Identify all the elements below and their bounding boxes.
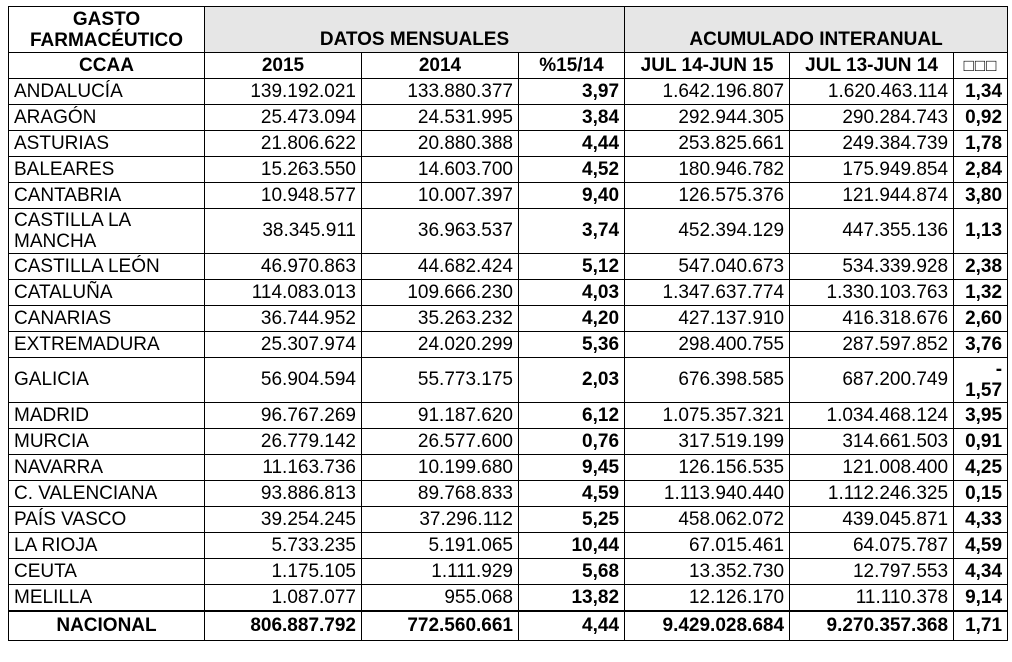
ccaa-cell: ASTURIAS — [9, 131, 205, 157]
acum-2014-cell: 1.112.246.325 — [790, 481, 954, 507]
acum-2015-cell: 1.075.357.321 — [625, 403, 790, 429]
value-2015-cell: 139.192.021 — [205, 79, 362, 105]
acum-2015-cell: 126.575.376 — [625, 183, 790, 209]
header-row-1 — [9, 7, 1008, 53]
pct-acum-cell: 4,33 — [954, 507, 1008, 533]
table-row — [9, 105, 1008, 131]
value-2015-cell: 26.779.142 — [205, 429, 362, 455]
acum-2015-cell: 317.519.199 — [625, 429, 790, 455]
acum-2015-cell: 12.126.170 — [625, 585, 790, 612]
acum-2015-cell: 458.062.072 — [625, 507, 790, 533]
value-2014-cell: 24.531.995 — [362, 105, 519, 131]
pct-cell: 4,20 — [519, 306, 625, 332]
total-pct-acum-cell: 1,71 — [954, 611, 1008, 641]
acum-2015-cell: 298.400.755 — [625, 332, 790, 358]
value-2015-cell: 39.254.245 — [205, 507, 362, 533]
pct-acum-sign: - — [995, 359, 1003, 380]
pct-cell: 5,12 — [519, 254, 625, 280]
pct-cell: 9,40 — [519, 183, 625, 209]
value-2015-cell: 10.948.577 — [205, 183, 362, 209]
acum-2014-cell: 175.949.854 — [790, 157, 954, 183]
pct-acum-cell: 4,59 — [954, 533, 1008, 559]
value-2015-cell: 11.163.736 — [205, 455, 362, 481]
pct-cell: 3,84 — [519, 105, 625, 131]
ccaa-line1: CASTILLA LA — [14, 210, 132, 231]
acum-2014-cell: 64.075.787 — [790, 533, 954, 559]
pct-cell: 10,44 — [519, 533, 625, 559]
acum-2014-cell: 12.797.553 — [790, 559, 954, 585]
value-2014-cell: 20.880.388 — [362, 131, 519, 157]
acum-2014-cell: 121.008.400 — [790, 455, 954, 481]
pct-acum-cell: 1,13 — [954, 209, 1008, 254]
col-pct-header: %15/14 — [519, 53, 625, 79]
table-row — [9, 183, 1008, 209]
pct-acum-cell: 2,38 — [954, 254, 1008, 280]
acum-2015-cell: 253.825.661 — [625, 131, 790, 157]
pct-cell: 2,03 — [519, 358, 625, 403]
ccaa-cell: EXTREMADURA — [9, 332, 205, 358]
pct-acum-cell: 1,32 — [954, 280, 1008, 306]
pct-cell: 13,82 — [519, 585, 625, 612]
value-2015-cell: 114.083.013 — [205, 280, 362, 306]
acum-2015-cell: 67.015.461 — [625, 533, 790, 559]
value-2014-cell: 109.666.230 — [362, 280, 519, 306]
value-2015-cell: 15.263.550 — [205, 157, 362, 183]
acum-2015-cell: 1.347.637.774 — [625, 280, 790, 306]
value-2014-cell: 10.199.680 — [362, 455, 519, 481]
pct-acum-cell — [954, 358, 1008, 403]
table-row — [9, 429, 1008, 455]
ccaa-cell: ANDALUCÍA — [9, 79, 205, 105]
pct-cell: 0,76 — [519, 429, 625, 455]
ccaa-cell: MURCIA — [9, 429, 205, 455]
value-2015-cell: 25.473.094 — [205, 105, 362, 131]
value-2014-cell: 89.768.833 — [362, 481, 519, 507]
pct-acum-cell: 0,15 — [954, 481, 1008, 507]
value-2014-cell: 35.263.232 — [362, 306, 519, 332]
col-2015-header: 2015 — [205, 53, 362, 79]
acumulado-interanual-header: ACUMULADO INTERANUAL — [625, 7, 1008, 53]
value-2015-cell: 5.733.235 — [205, 533, 362, 559]
ccaa-line2: MANCHA — [14, 231, 97, 252]
ccaa-cell: GALICIA — [9, 358, 205, 403]
pct-acum-cell: 0,92 — [954, 105, 1008, 131]
table-row — [9, 280, 1008, 306]
table-row — [9, 507, 1008, 533]
pct-cell: 9,45 — [519, 455, 625, 481]
col-jul13-jun14-header: JUL 13-JUN 14 — [790, 53, 954, 79]
pct-acum-cell: 3,76 — [954, 332, 1008, 358]
ccaa-cell — [9, 209, 205, 254]
ccaa-cell: CANARIAS — [9, 306, 205, 332]
total-pct-cell: 4,44 — [519, 611, 625, 641]
gasto-farmaceutico-table — [8, 6, 1008, 641]
table-row — [9, 358, 1008, 403]
ccaa-cell: ARAGÓN — [9, 105, 205, 131]
acum-2014-cell: 416.318.676 — [790, 306, 954, 332]
pct-acum-cell: 2,60 — [954, 306, 1008, 332]
acum-2015-cell: 292.944.305 — [625, 105, 790, 131]
table-row — [9, 559, 1008, 585]
pct-cell: 3,97 — [519, 79, 625, 105]
pct-acum-cell: 4,34 — [954, 559, 1008, 585]
table-row — [9, 585, 1008, 612]
pct-acum-cell: 4,25 — [954, 455, 1008, 481]
pct-cell: 3,74 — [519, 209, 625, 254]
table-row — [9, 209, 1008, 254]
value-2014-cell: 36.963.537 — [362, 209, 519, 254]
value-2014-cell: 10.007.397 — [362, 183, 519, 209]
table-title-line1: GASTO — [72, 8, 141, 30]
pct-cell: 4,03 — [519, 280, 625, 306]
col-jul14-jun15-header: JUL 14-JUN 15 — [625, 53, 790, 79]
ccaa-cell: NAVARRA — [9, 455, 205, 481]
datos-mensuales-header: DATOS MENSUALES — [205, 7, 625, 53]
table-row — [9, 131, 1008, 157]
acum-2015-cell: 547.040.673 — [625, 254, 790, 280]
acum-2014-cell: 314.661.503 — [790, 429, 954, 455]
value-2014-cell: 37.296.112 — [362, 507, 519, 533]
value-2014-cell: 44.682.424 — [362, 254, 519, 280]
pct-acum-cell: 1,78 — [954, 131, 1008, 157]
value-2014-cell: 1.111.929 — [362, 559, 519, 585]
table-title-cell — [9, 7, 205, 53]
acum-2014-cell: 439.045.871 — [790, 507, 954, 533]
total-acum-2015-cell: 9.429.028.684 — [625, 611, 790, 641]
table-row — [9, 481, 1008, 507]
acum-2014-cell: 11.110.378 — [790, 585, 954, 612]
ccaa-cell: CANTABRIA — [9, 183, 205, 209]
table-title-line2: FARMACÉUTICO — [29, 29, 184, 51]
acum-2014-cell: 1.034.468.124 — [790, 403, 954, 429]
value-2014-cell: 24.020.299 — [362, 332, 519, 358]
total-value-2014-cell: 772.560.661 — [362, 611, 519, 641]
acum-2015-cell: 126.156.535 — [625, 455, 790, 481]
value-2015-cell: 46.970.863 — [205, 254, 362, 280]
pct-cell: 4,44 — [519, 131, 625, 157]
ccaa-cell: LA RIOJA — [9, 533, 205, 559]
value-2015-cell: 38.345.911 — [205, 209, 362, 254]
value-2015-cell: 56.904.594 — [205, 358, 362, 403]
acum-2014-cell: 290.284.743 — [790, 105, 954, 131]
acum-2015-cell: 676.398.585 — [625, 358, 790, 403]
pct-cell: 4,52 — [519, 157, 625, 183]
acum-2014-cell: 287.597.852 — [790, 332, 954, 358]
pct-acum-cell: 1,34 — [954, 79, 1008, 105]
value-2014-cell: 14.603.700 — [362, 157, 519, 183]
pct-cell: 6,12 — [519, 403, 625, 429]
col-ccaa-header: CCAA — [9, 53, 205, 79]
acum-2015-cell: 13.352.730 — [625, 559, 790, 585]
acum-2014-cell: 687.200.749 — [790, 358, 954, 403]
value-2014-cell: 955.068 — [362, 585, 519, 612]
total-ccaa-cell: NACIONAL — [9, 611, 205, 641]
acum-2014-cell: 447.355.136 — [790, 209, 954, 254]
value-2014-cell: 55.773.175 — [362, 358, 519, 403]
acum-2015-cell: 1.113.940.440 — [625, 481, 790, 507]
acum-2014-cell: 1.620.463.114 — [790, 79, 954, 105]
header-row-2 — [9, 53, 1008, 79]
pct-acum-cell: 2,84 — [954, 157, 1008, 183]
ccaa-cell: BALEARES — [9, 157, 205, 183]
table-row — [9, 79, 1008, 105]
pct-cell: 5,25 — [519, 507, 625, 533]
pct-acum-cell: 0,91 — [954, 429, 1008, 455]
pct-cell: 5,36 — [519, 332, 625, 358]
acum-2015-cell: 427.137.910 — [625, 306, 790, 332]
acum-2014-cell: 1.330.103.763 — [790, 280, 954, 306]
value-2014-cell: 133.880.377 — [362, 79, 519, 105]
value-2015-cell: 1.087.077 — [205, 585, 362, 612]
table-row — [9, 306, 1008, 332]
pct-cell: 5,68 — [519, 559, 625, 585]
pct-acum-value: 1,57 — [965, 380, 1003, 401]
pct-acum-cell: 9,14 — [954, 585, 1008, 612]
ccaa-cell: CEUTA — [9, 559, 205, 585]
pct-acum-cell: 3,95 — [954, 403, 1008, 429]
value-2015-cell: 21.806.622 — [205, 131, 362, 157]
value-2014-cell: 26.577.600 — [362, 429, 519, 455]
value-2015-cell: 36.744.952 — [205, 306, 362, 332]
col-2014-header: 2014 — [362, 53, 519, 79]
col-pct-acum-header: □□□ — [954, 53, 1008, 79]
total-acum-2014-cell: 9.270.357.368 — [790, 611, 954, 641]
ccaa-cell: PAÍS VASCO — [9, 507, 205, 533]
value-2015-cell: 96.767.269 — [205, 403, 362, 429]
table-row — [9, 455, 1008, 481]
table-row — [9, 254, 1008, 280]
acum-2015-cell: 452.394.129 — [625, 209, 790, 254]
acum-2015-cell: 180.946.782 — [625, 157, 790, 183]
total-value-2015-cell: 806.887.792 — [205, 611, 362, 641]
value-2015-cell: 1.175.105 — [205, 559, 362, 585]
table-row — [9, 332, 1008, 358]
ccaa-cell: CASTILLA LEÓN — [9, 254, 205, 280]
value-2015-cell: 93.886.813 — [205, 481, 362, 507]
table-row — [9, 403, 1008, 429]
total-row — [9, 611, 1008, 641]
value-2014-cell: 91.187.620 — [362, 403, 519, 429]
ccaa-cell: MADRID — [9, 403, 205, 429]
acum-2014-cell: 249.384.739 — [790, 131, 954, 157]
pct-cell: 4,59 — [519, 481, 625, 507]
acum-2014-cell: 121.944.874 — [790, 183, 954, 209]
acum-2015-cell: 1.642.196.807 — [625, 79, 790, 105]
ccaa-cell: C. VALENCIANA — [9, 481, 205, 507]
acum-2014-cell: 534.339.928 — [790, 254, 954, 280]
table-row — [9, 157, 1008, 183]
table-row — [9, 533, 1008, 559]
value-2015-cell: 25.307.974 — [205, 332, 362, 358]
ccaa-cell: CATALUÑA — [9, 280, 205, 306]
ccaa-cell: MELILLA — [9, 585, 205, 612]
pct-acum-cell: 3,80 — [954, 183, 1008, 209]
value-2014-cell: 5.191.065 — [362, 533, 519, 559]
